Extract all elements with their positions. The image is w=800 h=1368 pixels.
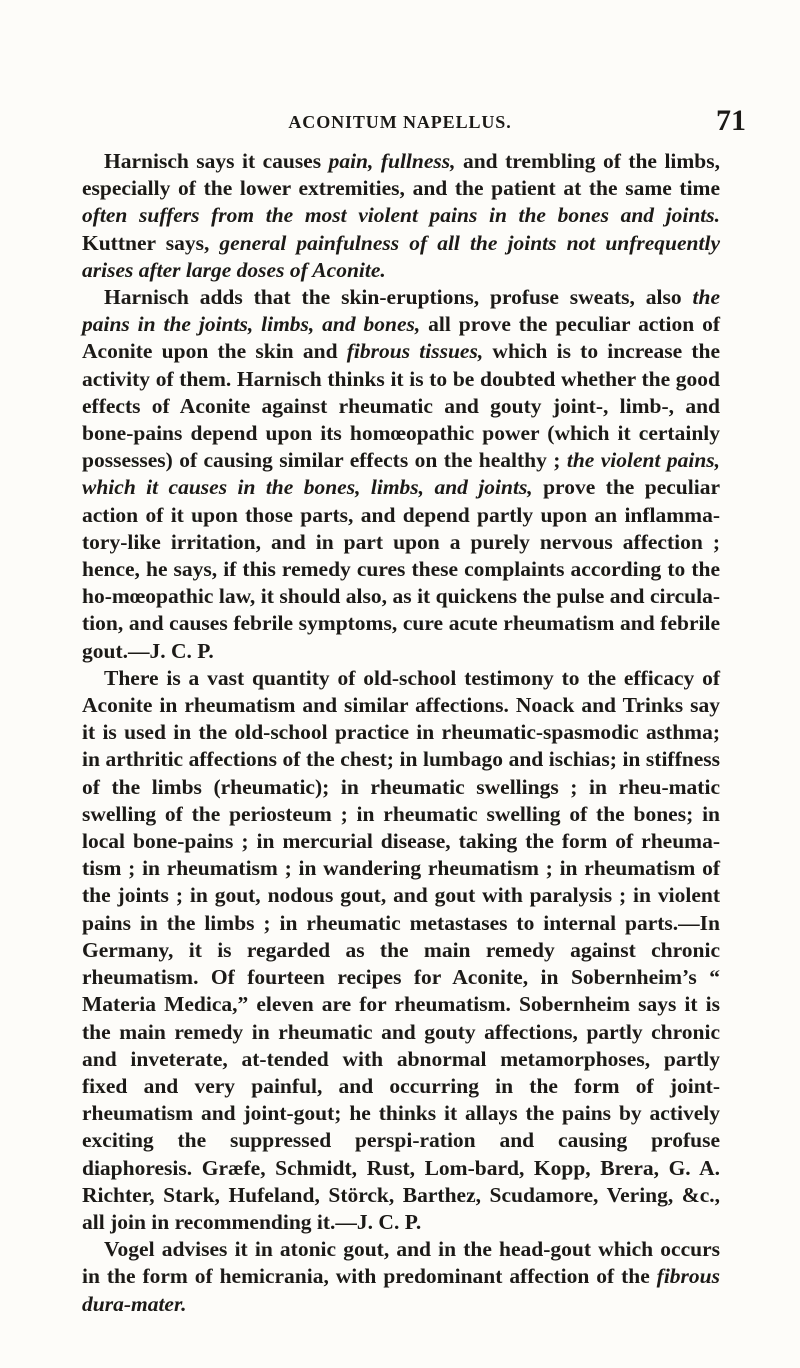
text-run: Kuttner says, <box>82 230 220 255</box>
paragraph <box>82 665 720 1236</box>
text-run: prove the peculiar action of it upon those parts, and depend partly upon an inflamma-tory-like irritation, and in part upon a purely nervous affection ; hence, he says, if this remedy cures these complaints according to the ho-mœopathic law, it should also, as it quickens the pulse and circula-tion, and causes febrile symptoms, cure acute rheumatism and febrile gout.—J. C. P. <box>82 475 720 663</box>
text-run: which is to increase the activity of them. Harnisch thinks it is to be doubted whether the good effects of Aconite against rheumatic and gouty joint-, limb-, and bone-pains depend upon its homœopathic power (which it certainly possesses) of causing similar effects on the healthy ; <box>82 339 721 473</box>
italic-run: pain, fullness, <box>328 149 456 173</box>
italic-run: fibrous tissues, <box>346 339 484 364</box>
text-run: and trembling of the limbs, especially of the lower extremities, and the patient at the same time <box>82 149 720 201</box>
body-text <box>82 148 720 1318</box>
text-run: There is a vast quantity of old-school testimony to the efficacy of Aconite in rheumatism and similar affections. Noack and Trinks say it is used in the old-school practice in rheumatic-spasmodic asthma; in arthritic affections of the chest; in lumbago and ischias; in stiffness of the limbs (rheumatic); in rheumatic swellings ; in rheu-matic swelling of the periosteum ; in rheumatic swelling of the bones; in local bone-pains ; in mercurial disease, taking the form of rheuma-tism ; in rheumatism ; in wandering rheumatism ; in rheumatism of the joints ; in gout, nodous gout, and gout with paralysis ; in violent pains in the limbs ; in rheumatic metastases to internal parts.—In Germany, it is regarded as the main remedy against chronic rheumatism. Of fourteen recipes for Aconite, in Sobernheim’s “ Materia Medica,” eleven are for rheumatism. Sobernheim says it is the main remedy in rheumatic and gouty affections, partly chronic and inveterate, at-tended with abnormal metamorphoses, partly fixed and very painful, and occurring in the form of joint-rheumatism and joint-gout; he thinks it allays the pains by actively exciting the suppressed perspi-ration and causing profuse diaphoresis. Græfe, Schmidt, Rust, Lom-bard, Kopp, Brera, G. A. Richter, Stark, Hufeland, Störck, Barthez, Scudamore, Vering, &c., all join in recommending it.—J. C. P. <box>82 665 720 1234</box>
paragraph <box>82 284 720 665</box>
text-run: all prove the peculiar action of Aconite upon the skin and <box>82 312 720 364</box>
text-run: Harnisch says it causes <box>104 149 329 173</box>
text-run: Vogel advises it in atonic gout, and in the head-gout which occurs in the form of hemicrania, with predominant affection of the <box>82 1237 720 1289</box>
page-header <box>0 104 800 140</box>
italic-run: general painfulness of all the joints not unfrequently arises after large doses of Aconite. <box>82 230 721 282</box>
italic-run: often suffers from the most violent pains in the bones and joints. <box>82 203 720 228</box>
page-number: 71 <box>716 104 746 137</box>
running-head: ACONITUM NAPELLUS. <box>288 112 512 132</box>
text-run: Harnisch adds that the skin-eruptions, profuse sweats, also <box>104 285 693 310</box>
paragraph <box>82 148 720 284</box>
italic-run: fibrous dura-mater. <box>82 1264 720 1316</box>
italic-run: the pains in the joints, limbs, and bones, <box>82 285 720 337</box>
italic-run: the violent pains, which it causes in the bones, limbs, and joints, <box>82 448 721 500</box>
paragraph <box>82 1236 720 1318</box>
